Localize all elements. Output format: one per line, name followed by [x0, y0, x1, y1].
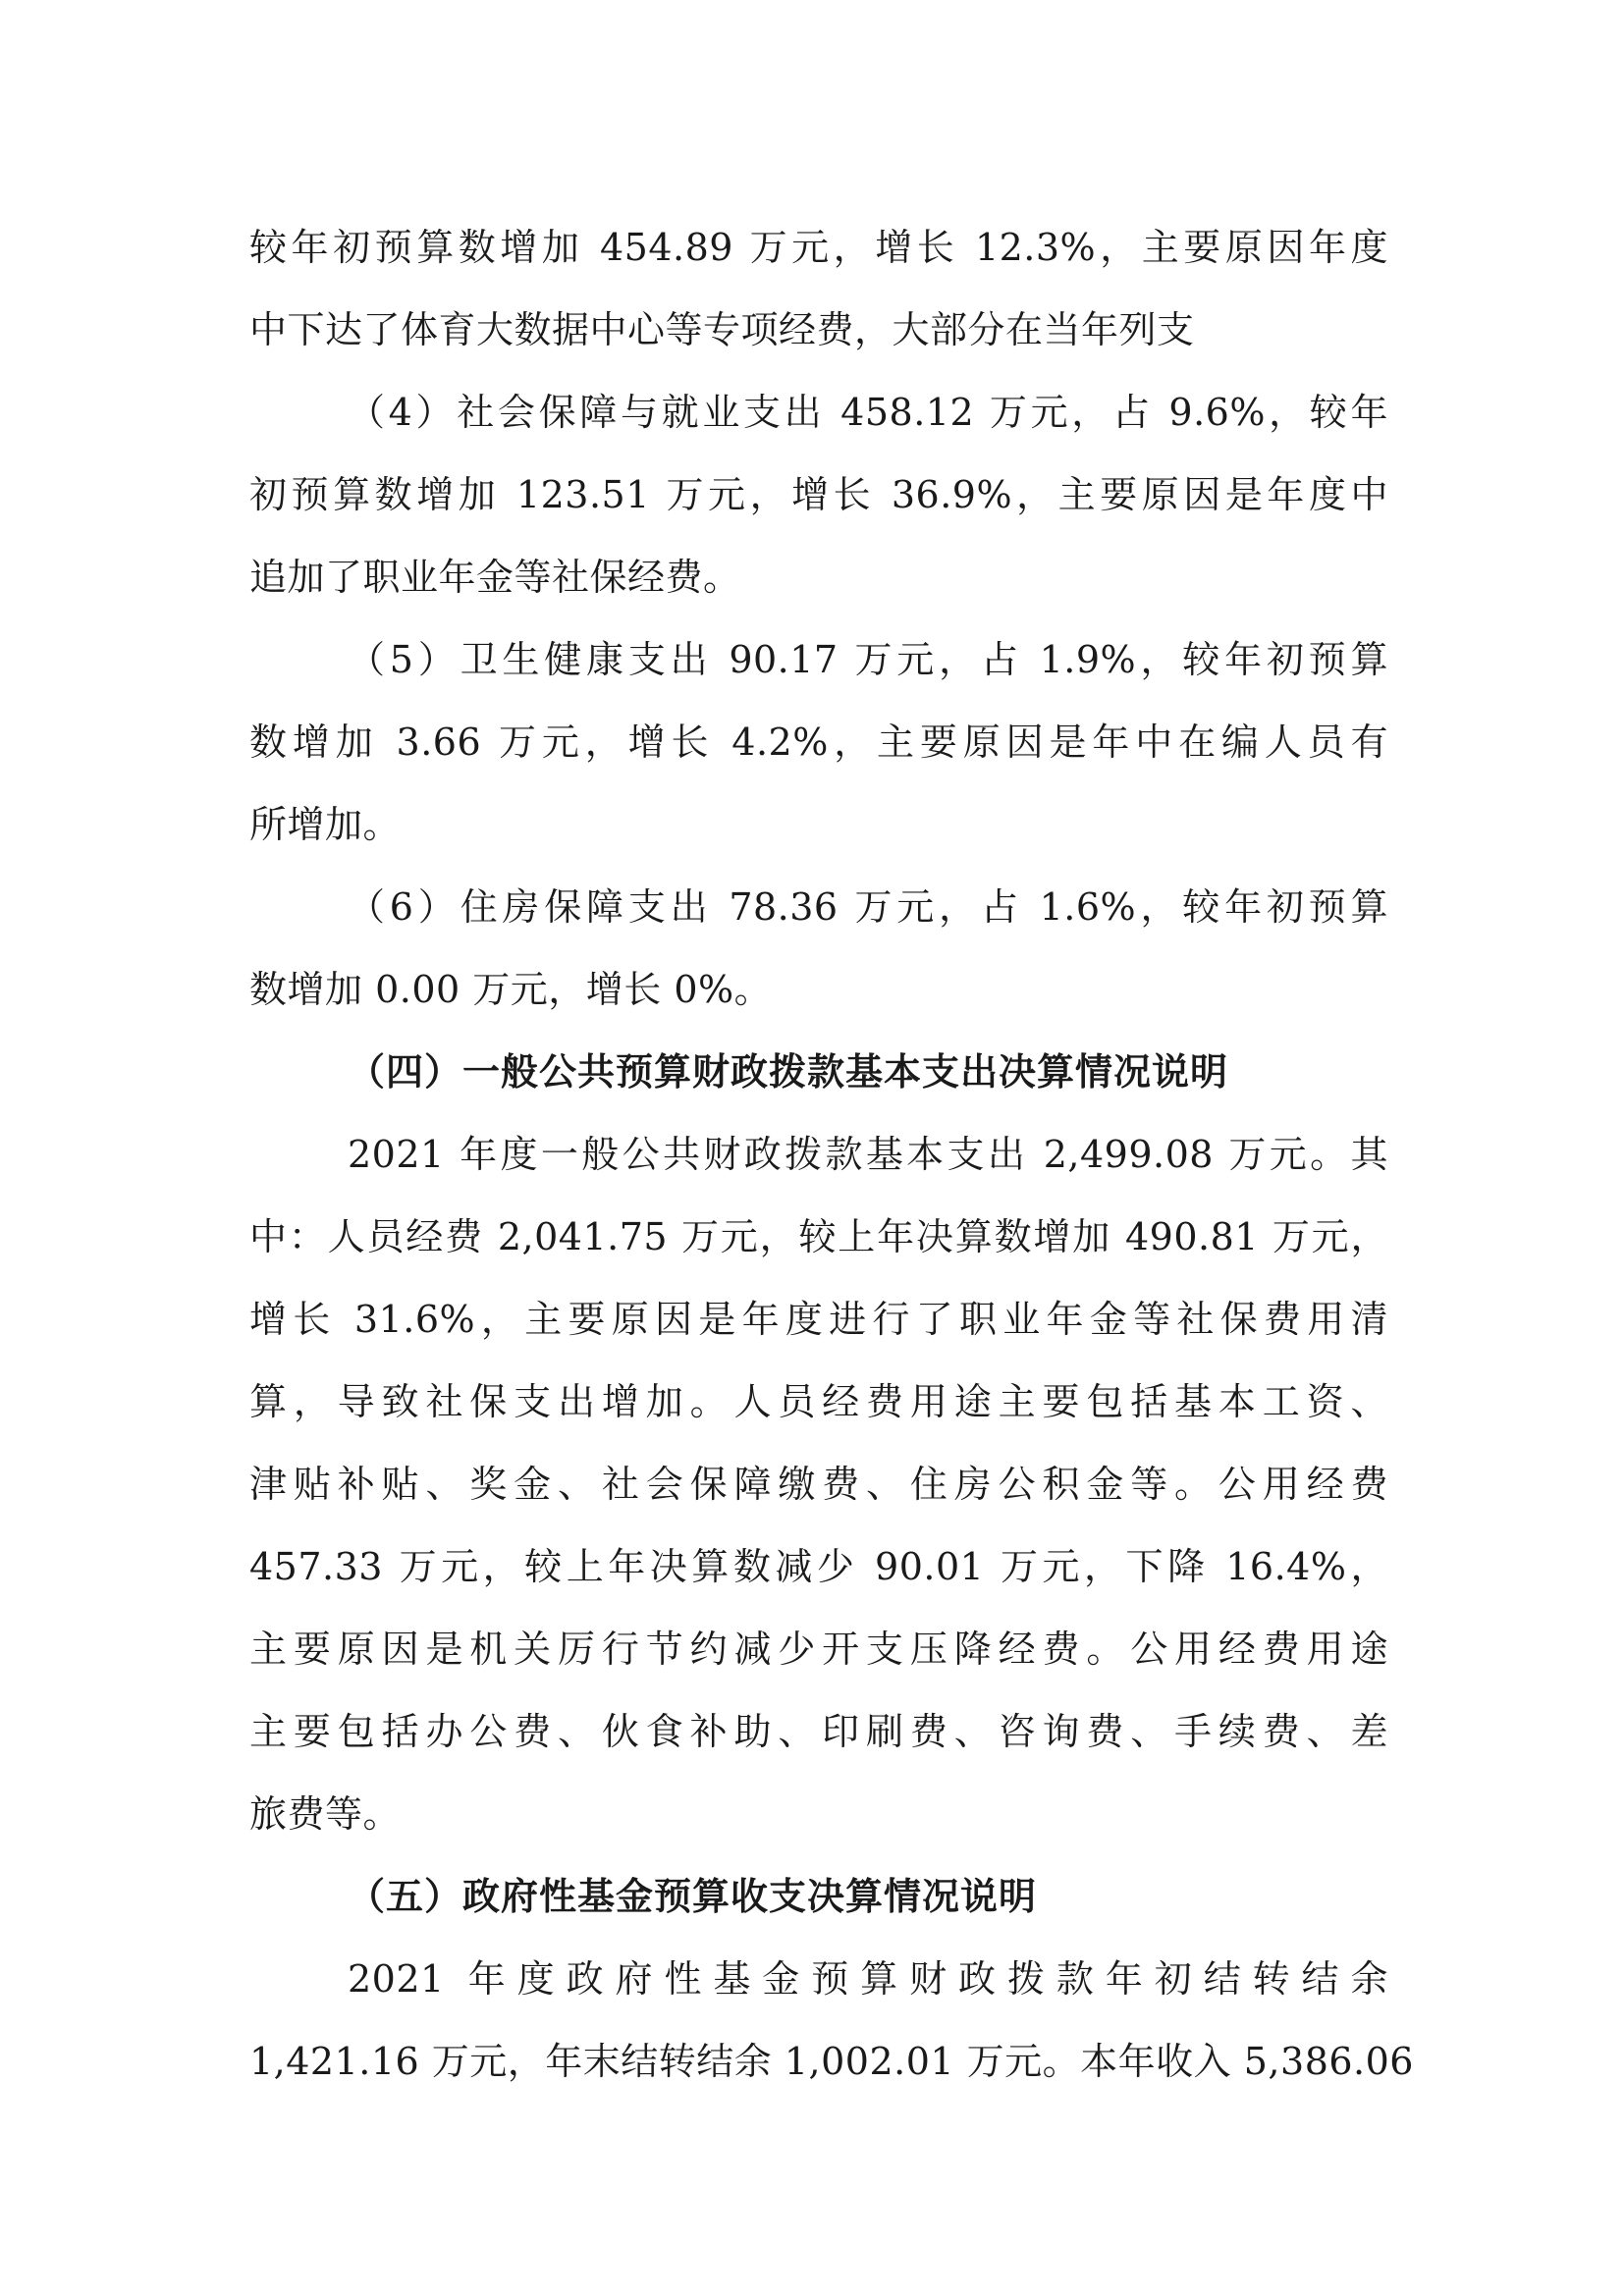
- paragraph-line: 主要包括办公费、伙食补助、印刷费、咨询费、手续费、差: [249, 1710, 1388, 1753]
- paragraph-line: 算，导致社保支出增加。人员经费用途主要包括基本工资、: [249, 1380, 1388, 1423]
- paragraph-line: 增长 31.6%，主要原因是年度进行了职业年金等社保费用清: [249, 1298, 1388, 1341]
- section-heading: （四）一般公共预算财政拨款基本支出决算情况说明: [348, 1049, 1229, 1094]
- paragraph-line: 数增加 0.00 万元，增长 0%。: [249, 968, 773, 1011]
- paragraph-line: 2021 年度一般公共财政拨款基本支出 2,499.08 万元。其: [348, 1133, 1388, 1176]
- paragraph-line: 较年初预算数增加 454.89 万元，增长 12.3%，主要原因年度: [249, 226, 1388, 269]
- section-heading: （五）政府性基金预算收支决算情况说明: [348, 1874, 1038, 1918]
- paragraph-line: 初预算数增加 123.51 万元，增长 36.9%，主要原因是年度中: [249, 473, 1388, 516]
- paragraph-line: 追加了职业年金等社保经费。: [249, 556, 741, 599]
- paragraph-line: （4）社会保障与就业支出 458.12 万元，占 9.6%，较年: [348, 391, 1388, 434]
- paragraph-line: 津贴补贴、奖金、社会保障缴费、住房公积金等。公用经费: [249, 1463, 1388, 1506]
- paragraph-line: 2021 年度政府性基金预算财政拨款年初结转结余: [348, 1957, 1388, 2001]
- paragraph-line: 主要原因是机关厉行节约减少开支压降经费。公用经费用途: [249, 1628, 1388, 1671]
- paragraph-line: 中下达了体育大数据中心等专项经费，大部分在当年列支: [249, 308, 1195, 351]
- paragraph-line: （6）住房保障支出 78.36 万元，占 1.6%，较年初预算: [348, 885, 1388, 929]
- paragraph-line: 中：人员经费 2,041.75 万元，较上年决算数增加 490.81 万元，: [249, 1215, 1388, 1258]
- paragraph-line: 1,421.16 万元，年末结转结余 1,002.01 万元。本年收入 5,386.06: [249, 2040, 1414, 2083]
- paragraph-line: 所增加。: [249, 803, 402, 846]
- paragraph-line: 数增加 3.66 万元，增长 4.2%，主要原因是年中在编人员有: [249, 721, 1388, 764]
- paragraph-line: （5）卫生健康支出 90.17 万元，占 1.9%，较年初预算: [348, 638, 1388, 681]
- paragraph-line: 457.33 万元，较上年决算数减少 90.01 万元，下降 16.4%，: [249, 1545, 1388, 1588]
- paragraph-line: 旅费等。: [249, 1792, 402, 1836]
